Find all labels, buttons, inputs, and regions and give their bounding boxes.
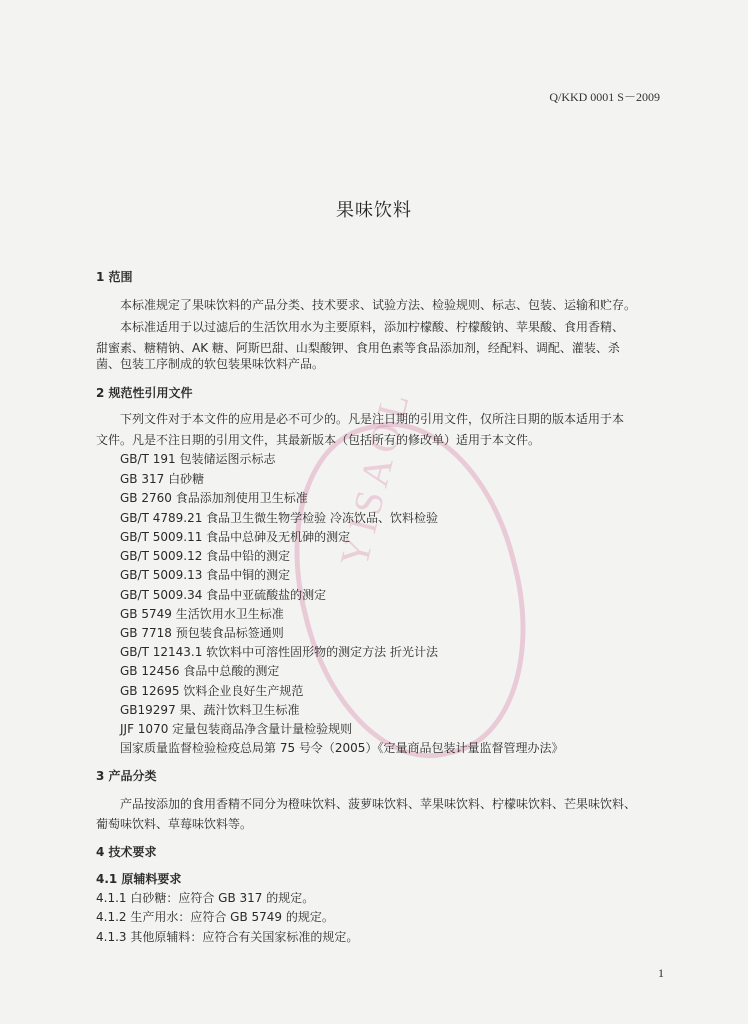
page-number: 1 bbox=[658, 966, 664, 980]
document-number: Q/KKD 0001 S－2009 bbox=[549, 90, 660, 104]
requirement-item: 4.1.2 生产用水：应符合 GB 5749 的规定。 bbox=[96, 910, 334, 924]
reference-item: 国家质量监督检验检疫总局第 75 号令（2005）《定量商品包装计量监督管理办法》 bbox=[120, 741, 564, 755]
reference-item: GB/T 5009.34 食品中亚硫酸盐的测定 bbox=[120, 588, 327, 602]
section-1-line: 菌、包装工序制成的软包装果味饮料产品。 bbox=[96, 357, 325, 371]
section-3-heading: 3 产品分类 bbox=[96, 769, 157, 783]
section-1-heading: 1 范围 bbox=[96, 270, 133, 284]
reference-item: GB/T 4789.21 食品卫生微生物学检验 冷冻饮品、饮料检验 bbox=[120, 511, 438, 525]
section-1-line: 甜蜜素、糖精钠、AK 糖、阿斯巴甜、山梨酸钾、食用色素等食品添加剂，经配料、调配、灌装、杀 bbox=[96, 341, 620, 355]
section-3-line: 产品按添加的食用香精不同分为橙味饮料、菠萝味饮料、苹果味饮料、柠檬味饮料、芒果味饮料、 bbox=[120, 797, 637, 811]
reference-item: GB 317 白砂糖 bbox=[120, 472, 205, 486]
section-2-line: 下列文件对于本文件的应用是必不可少的。凡是注日期的引用文件，仅所注日期的版本适用于本 bbox=[120, 412, 625, 426]
reference-item: GB19297 果、蔬汁饮料卫生标准 bbox=[120, 703, 300, 717]
reference-item: GB 12456 食品中总酸的测定 bbox=[120, 664, 280, 678]
section-4-heading: 4 技术要求 bbox=[96, 845, 157, 859]
reference-item: GB 12695 饮料企业良好生产规范 bbox=[120, 684, 304, 698]
reference-item: GB/T 5009.11 食品中总砷及无机砷的测定 bbox=[120, 530, 351, 544]
reference-item: GB/T 5009.13 食品中铜的测定 bbox=[120, 568, 291, 582]
reference-item: GB 7718 预包装食品标签通则 bbox=[120, 626, 284, 640]
section-1-line: 本标准规定了果味饮料的产品分类、技术要求、试验方法、检验规则、标志、包装、运输和贮存。 bbox=[120, 298, 637, 312]
reference-item: GB/T 12143.1 软饮料中可溶性固形物的测定方法 折光计法 bbox=[120, 645, 438, 659]
section-1-line: 本标准适用于以过滤后的生活饮用水为主要原料，添加柠檬酸、柠檬酸钠、苹果酸、食用香精、 bbox=[120, 320, 625, 334]
seal-stamp-text: YISAOL bbox=[330, 382, 419, 572]
reference-item: GB 5749 生活饮用水卫生标准 bbox=[120, 607, 284, 621]
reference-item: GB/T 5009.12 食品中铅的测定 bbox=[120, 549, 291, 563]
requirement-item: 4.1.3 其他原辅料：应符合有关国家标准的规定。 bbox=[96, 930, 359, 944]
requirement-item: 4.1.1 白砂糖：应符合 GB 317 的规定。 bbox=[96, 891, 315, 905]
reference-item: GB 2760 食品添加剂使用卫生标准 bbox=[120, 491, 308, 505]
section-2-line: 文件。凡是不注日期的引用文件，其最新版本（包括所有的修改单）适用于本文件。 bbox=[96, 433, 541, 447]
reference-item: JJF 1070 定量包装商品净含量计量检验规则 bbox=[120, 722, 353, 736]
document-title: 果味饮料 bbox=[336, 200, 412, 221]
section-4-1-heading: 4.1 原辅料要求 bbox=[96, 872, 182, 886]
reference-item: GB/T 191 包装储运图示标志 bbox=[120, 452, 276, 466]
section-3-line: 葡萄味饮料、草莓味饮料等。 bbox=[96, 817, 253, 831]
section-2-heading: 2 规范性引用文件 bbox=[96, 386, 193, 400]
